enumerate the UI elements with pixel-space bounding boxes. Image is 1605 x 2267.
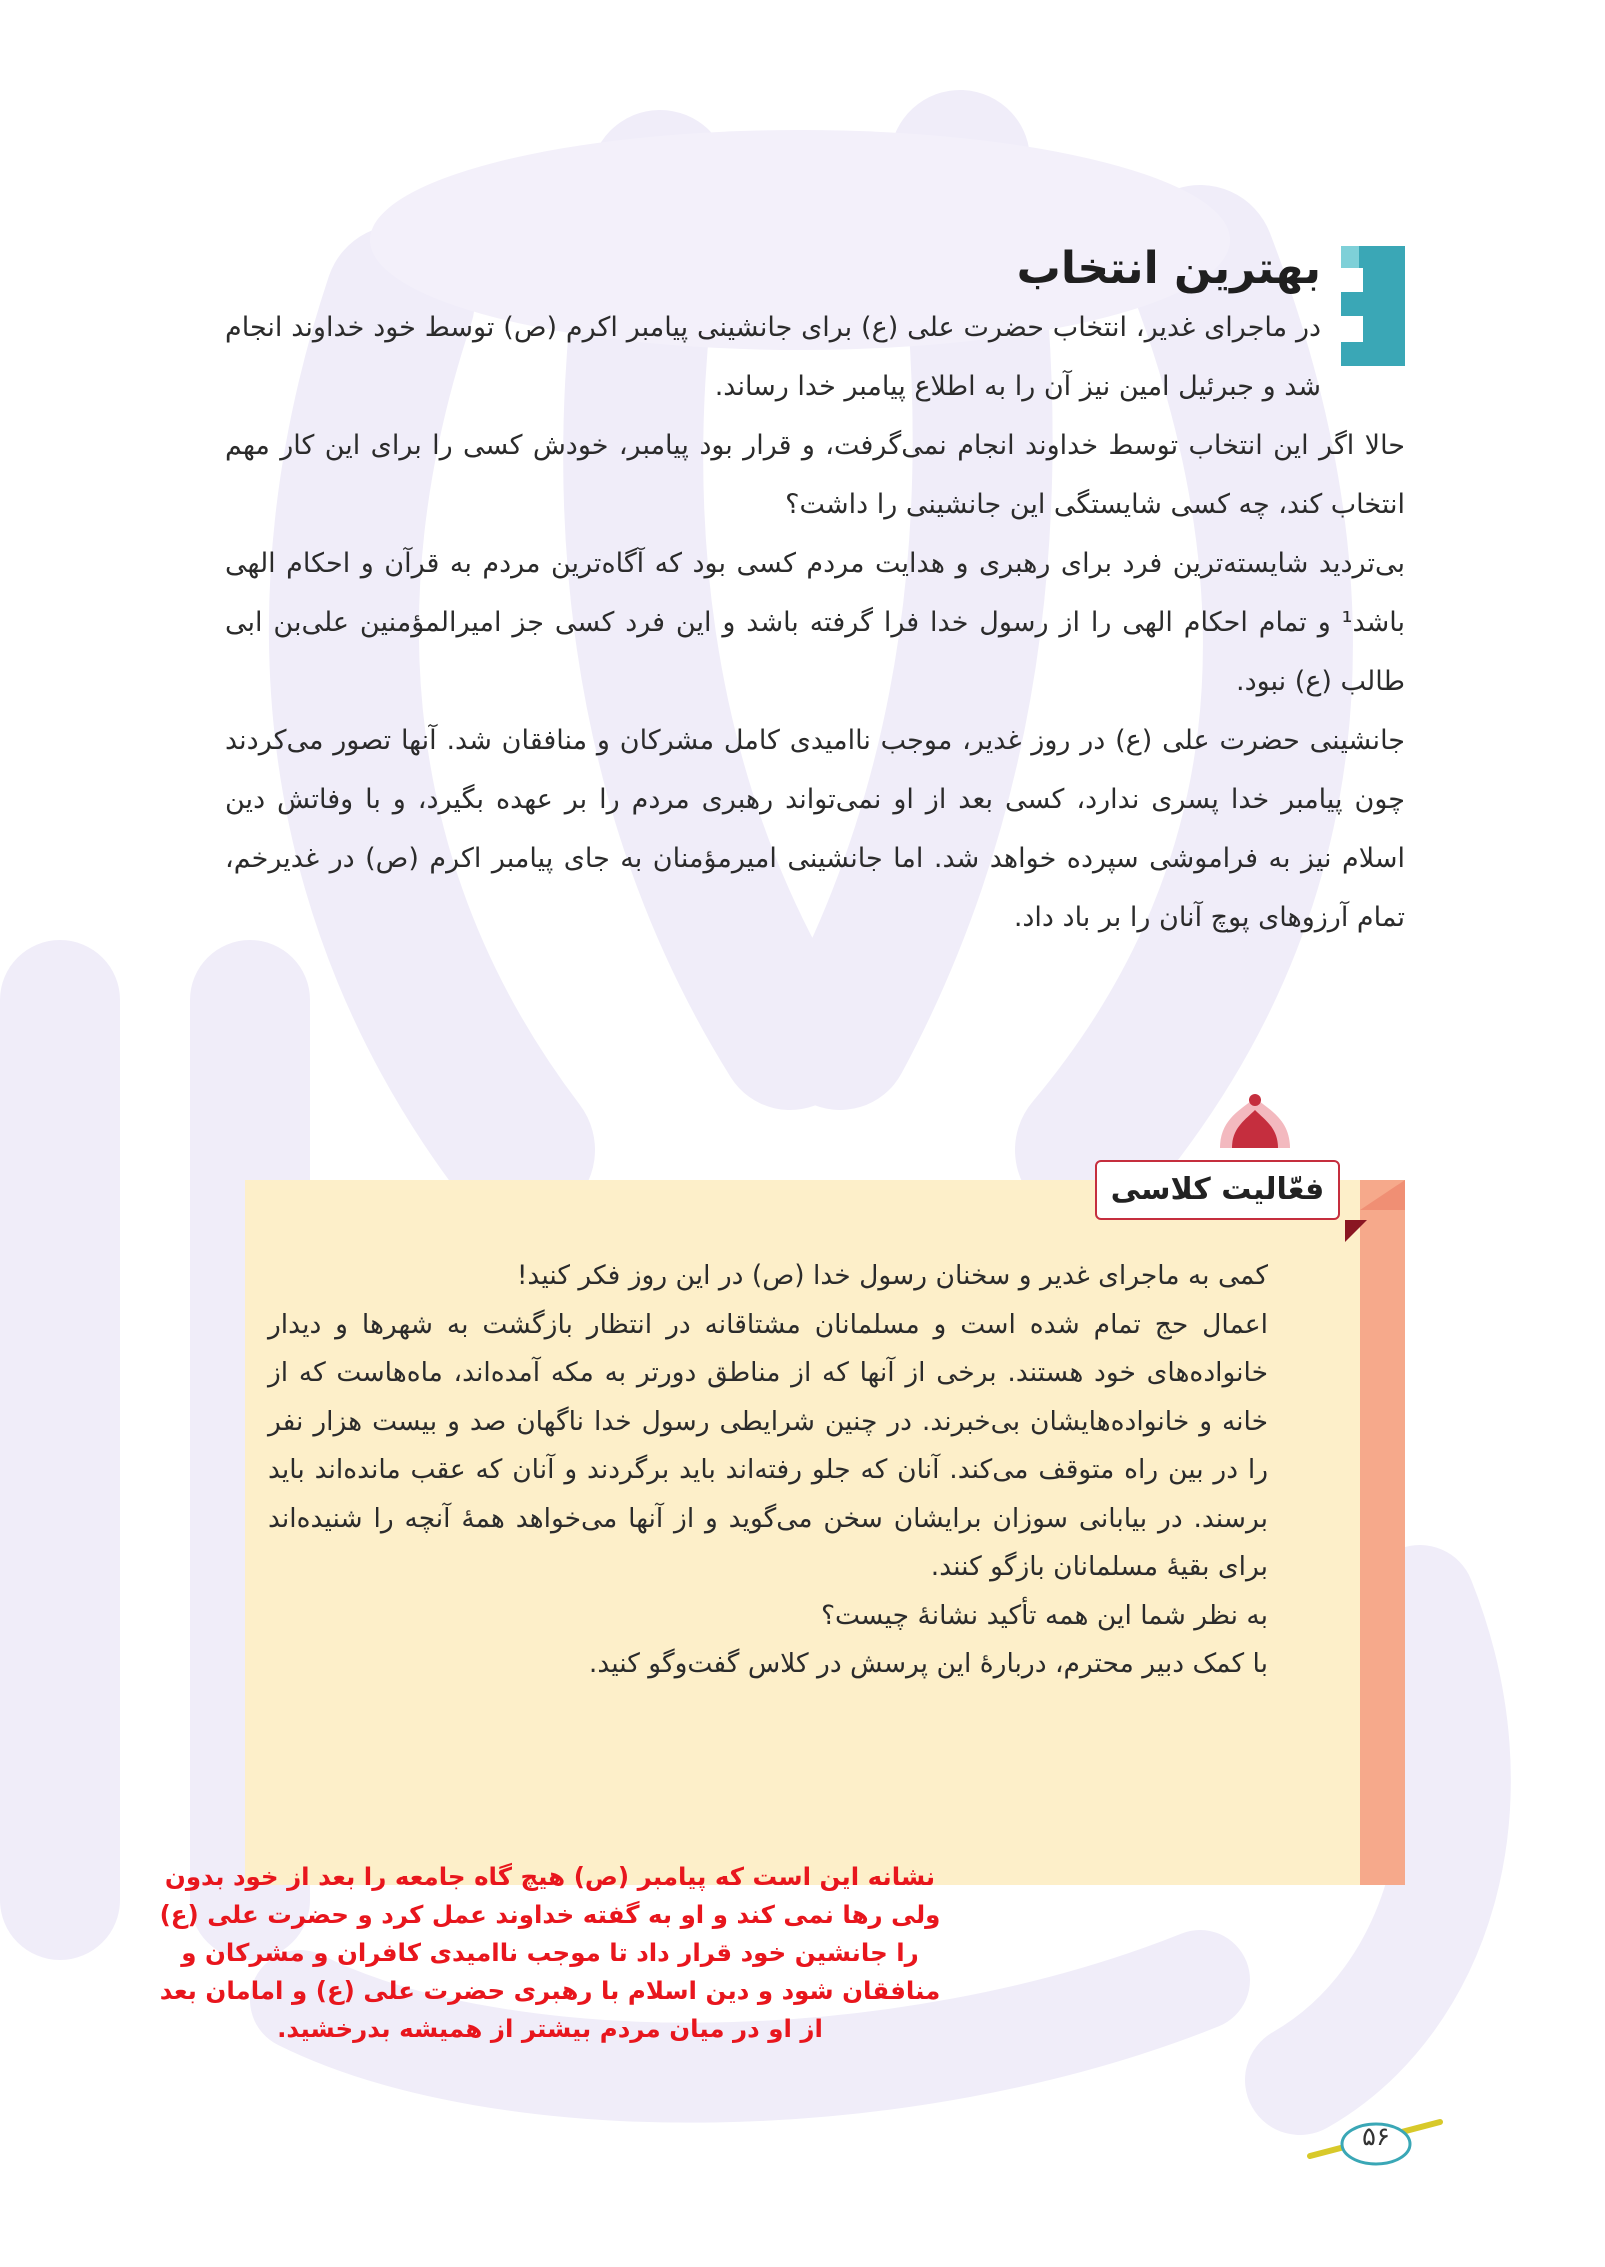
paragraph-1: در ماجرای غدیر، انتخاب حضرت علی (ع) برای جانشینی پیامبر اکرم (ص) توسط خود خداوند انجام شد و جبرئیل امین نیز آن را به اطلاع پیامبر خدا رساند. [225, 312, 1321, 402]
paragraph-3: بی‌تردید شایسته‌ترین فرد برای رهبری و هدایت مردم کسی بود که آگاه‌ترین مردم به قرآن و احکام الهی باشد¹ و تمام احکام الهی را از رسول خدا فرا گرفته باشد و این فرد کسی جز امیرالمؤمنین علی‌بن ابی طالب (ع) نبود. [225, 548, 1405, 697]
activity-title: فعّالیت کلاسی [1110, 1172, 1325, 1207]
activity-side-bevel [1360, 1180, 1405, 1210]
heading-marker-icon [1341, 246, 1405, 366]
page-number: ۵۶ [1362, 2122, 1390, 2152]
paragraph-4: جانشینی حضرت علی (ع) در روز غدیر، موجب ناامیدی کامل مشرکان و منافقان شد. آنها تصور می‌کردند چون پیامبر خدا پسری ندارد، کسی بعد از او نمی‌تواند رهبری مردم را بر عهده بگیرد، و با وفاتش دین اسلام نیز به فراموشی سپرده خواهد شد. اما جانشینی امیرمؤمنان به جای پیامبر اکرم (ص) در غدیرخم، تمام آرزوهای پوچ آنان را بر باد داد. [225, 725, 1405, 933]
page-number-badge [1300, 2112, 1450, 2172]
paragraph-2: حالا اگر این انتخاب توسط خداوند انجام نمی‌گرفت، و قرار بود پیامبر، خودش کسی را برای این کار مهم انتخاب کند، چه کسی شایستگی این جانشینی را داشت؟ [225, 430, 1405, 520]
activity-side-strip [1360, 1180, 1405, 1885]
activity-paragraph-1: کمی به ماجرای غدیر و سخنان رسول خدا (ص) در این روز فکر کنید! [516, 1260, 1268, 1291]
activity-question: به نظر شما این همه تأکید نشانهٔ چیست؟ [820, 1599, 1268, 1631]
best-choice-section [225, 238, 1405, 947]
activity-paragraph-2: اعمال حج تمام شده است و مسلمانان مشتاقانه در انتظار بازگشت به شهرها و دیدار خانواده‌های خود هستند. برخی از آنها که از مناطق دورتر به مکه آمده‌اند، ماه‌هاست که از خانه و خانواده‌هایشان بی‌خبرند. در چنین شرایطی رسول خدا ناگهان صد و بیست هزار نفر را در بین راه متوقف می‌کند. آنان که جلو رفته‌اند باید برگردند و آنان که عقب مانده‌اند باید برسند. در بیابانی سوزان برایشان سخن می‌گوید و از آنها می‌خواهد همهٔ آنچه را شنیده‌اند برای بقیهٔ مسلمانان بازگو کنند. [268, 1308, 1268, 1582]
activity-title-tab [1095, 1138, 1350, 1228]
activity-content [268, 1252, 1268, 1689]
section-heading: بهترین انتخاب [1016, 242, 1321, 294]
activity-instruction: با کمک دبیر محترم، دربارهٔ این پرسش در کلاس گفت‌وگو کنید. [588, 1648, 1268, 1679]
answer-text: نشانه این است که پیامبر (ص) هیچ گاه جامعه را بعد از خود بدون ولی رها نمی کند و او به گفته خداوند عمل کرد و حضرت علی (ع) را جانشین خود قرار داد تا موجب ناامیدی کافران و مشرکان و منافقان شود و دین اسلام با رهبری حضرت علی (ع) و امامان بعد از او در میان مردم بیشتر از همیشه بدرخشید. [159, 1862, 941, 2043]
